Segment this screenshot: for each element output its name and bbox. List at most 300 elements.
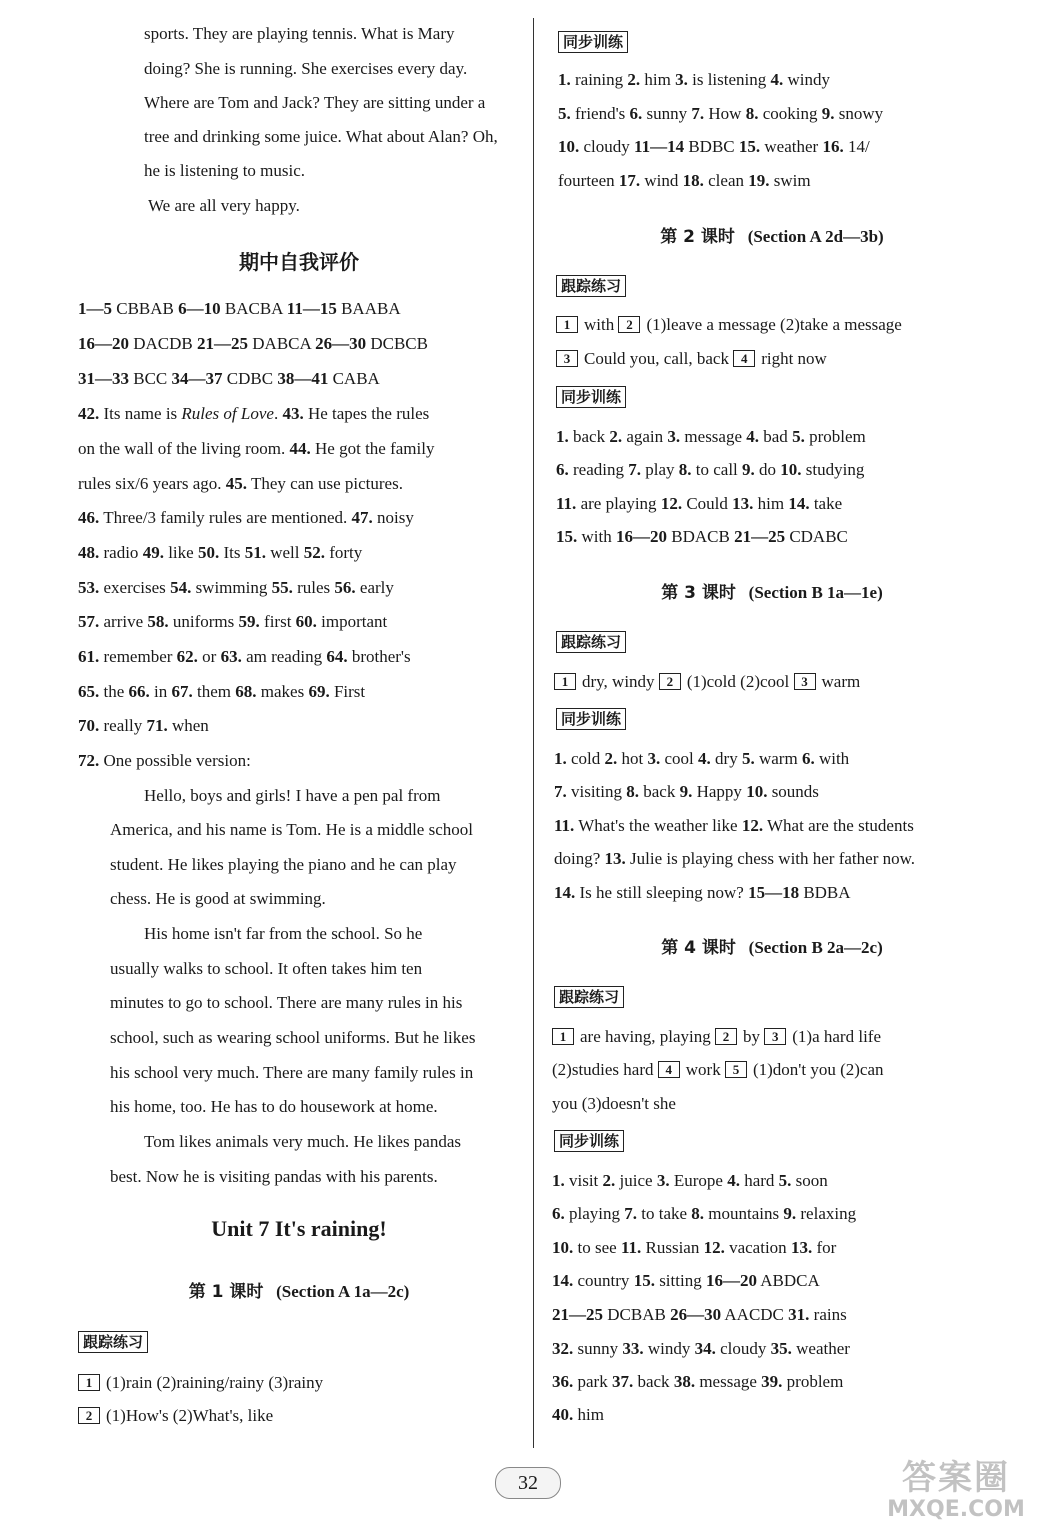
answer-text: sitting (654, 1271, 706, 1290)
answer-text: on the wall of the living room. (78, 439, 290, 458)
item-number: 21—25 (197, 334, 249, 353)
item-number: 1. (556, 427, 569, 446)
item-number: 4. (746, 427, 760, 446)
answer-text: (1)cold (2)cool (686, 672, 794, 691)
answer-line (78, 716, 209, 736)
answer-text: problem (804, 427, 866, 446)
answer-text: cloudy (579, 137, 635, 156)
answer-text: to call (691, 460, 743, 479)
answer-text: CDABC (785, 527, 848, 546)
item-number: 8. (745, 104, 759, 123)
answer-text: weather (791, 1339, 850, 1358)
answer-text: How (704, 104, 746, 123)
answer-line (554, 749, 849, 769)
item-number: 10. (746, 782, 768, 801)
answer-text: sounds (767, 782, 819, 801)
answer-text: . (273, 404, 283, 423)
answer-text: important (316, 612, 388, 631)
item-number: 3. (667, 427, 681, 446)
item-number: 6. (801, 749, 815, 768)
story-line: sports. They are playing tennis. What is Mary (144, 24, 455, 43)
answer-text: right now (761, 349, 827, 368)
answer-text: First (329, 682, 366, 701)
answer-line (552, 1094, 676, 1114)
answer-text: do (754, 460, 781, 479)
item-number: 2. (609, 427, 623, 446)
answer-text: play (640, 460, 679, 479)
answer-line (558, 104, 883, 124)
boxed-number: 3 (764, 1028, 786, 1045)
answer-line (554, 782, 819, 802)
answer-text: message (695, 1372, 762, 1391)
item-number: 16—20 (78, 334, 129, 353)
item-number: 45. (225, 474, 248, 493)
item-number: 48. (78, 543, 100, 562)
answer-text: AACDC (721, 1305, 789, 1324)
essay-line: his home, too. He has to do housework at home. (110, 1097, 438, 1116)
essay-line: best. Now he is visiting pandas with his parents. (110, 1167, 438, 1186)
answer-text: for (812, 1238, 837, 1257)
answer-text: visit (564, 1171, 603, 1190)
item-number: 14. (554, 883, 576, 902)
answer-text: DCBAB (603, 1305, 671, 1324)
item-number: 67. (171, 682, 193, 701)
item-number: 26—30 (315, 334, 367, 353)
answer-text: CBBAB (112, 299, 179, 318)
answer-line (552, 1204, 856, 1224)
answer-text: (2)studies hard (552, 1060, 658, 1079)
item-number: 9. (679, 782, 693, 801)
answer-text: work (685, 1060, 725, 1079)
item-number: 61. (78, 647, 100, 666)
item-number: 38—41 (277, 369, 329, 388)
answer-text: relaxing (796, 1204, 857, 1223)
answer-text: dry, windy (582, 672, 659, 691)
answer-text: (1)a hard life (792, 1027, 881, 1046)
story-end: We are all very happy. (148, 196, 300, 215)
answer-line (552, 1171, 828, 1191)
answer-text: early (355, 578, 394, 597)
item-number: 2. (604, 749, 618, 768)
item-number: 2. (602, 1171, 616, 1190)
answer-line (554, 672, 860, 692)
item-number: 65. (78, 682, 100, 701)
answer-text: to take (637, 1204, 692, 1223)
answer-text: Its (219, 543, 245, 562)
answer-text: rules six/6 years ago. (78, 474, 226, 493)
answer-text: the (99, 682, 129, 701)
item-number: 57. (78, 612, 100, 631)
answer-line (78, 751, 251, 771)
answer-text: makes (256, 682, 309, 701)
essay-line: His home isn't far from the school. So he (144, 924, 423, 943)
answer-line (78, 334, 428, 354)
item-number: 54. (170, 578, 192, 597)
item-number: 62. (176, 647, 198, 666)
item-number: 37. (611, 1372, 634, 1391)
item-number: 72. (78, 751, 100, 770)
answer-text: friend's (570, 104, 630, 123)
answer-text: DACDB (129, 334, 198, 353)
answer-text: in (149, 682, 172, 701)
item-number: 9. (821, 104, 835, 123)
item-number: 68. (235, 682, 257, 701)
item-number: 1. (558, 70, 571, 89)
item-number: 46. (78, 508, 100, 527)
answer-text: ABDCA (756, 1271, 820, 1290)
story-line: doing? She is running. She exercises every day. (144, 59, 468, 78)
item-number: 33. (622, 1339, 644, 1358)
answer-text: rains (809, 1305, 847, 1324)
item-number: 16. (822, 137, 844, 156)
item-number: 58. (147, 612, 169, 631)
answer-text: to see (573, 1238, 621, 1257)
item-number: 10. (558, 137, 580, 156)
answer-text: brother's (347, 647, 411, 666)
item-number: 12. (741, 816, 764, 835)
answer-text: arrive (99, 612, 148, 631)
answer-text: you (3)doesn't she (552, 1094, 676, 1113)
story-line: he is listening to music. (144, 161, 306, 180)
item-number: 14. (788, 494, 810, 513)
answer-text: mountains (704, 1204, 784, 1223)
boxed-number: 2 (659, 673, 681, 690)
answer-text: wind (640, 171, 683, 190)
answer-text: Happy (692, 782, 747, 801)
item-number: 7. (624, 1204, 637, 1223)
answer-text: with (584, 315, 619, 334)
answer-text: message (680, 427, 747, 446)
item-number: 55. (271, 578, 293, 597)
item-number: 34—37 (171, 369, 223, 388)
answer-text: soon (791, 1171, 828, 1190)
answer-line (78, 612, 387, 632)
item-number: 2. (627, 70, 641, 89)
boxed-number: 1 (78, 1374, 100, 1391)
answer-text: (1)How's (2)What's, like (106, 1406, 274, 1425)
item-number: 60. (295, 612, 317, 631)
answer-text: Three/3 family rules are mentioned. (99, 508, 352, 527)
item-number: 10. (780, 460, 802, 479)
item-number: 6—10 (178, 299, 221, 318)
answer-text: vacation (724, 1238, 791, 1257)
answer-text: him (753, 494, 789, 513)
item-number: 66. (128, 682, 150, 701)
answer-text: hard (739, 1171, 779, 1190)
answer-text: park (573, 1372, 612, 1391)
item-number: 21—25 (734, 527, 786, 546)
answer-text: BDBA (799, 883, 851, 902)
item-number: 15. (738, 137, 761, 156)
answer-line (558, 137, 870, 157)
item-number: 1. (554, 749, 567, 768)
boxed-number: 1 (552, 1028, 574, 1045)
answer-line (552, 1238, 836, 1258)
answer-text: snowy (834, 104, 884, 123)
answer-line (556, 494, 842, 514)
midterm-title: 期中自我评价 (239, 250, 359, 274)
item-number: 32. (552, 1339, 574, 1358)
item-number: 1. (552, 1171, 565, 1190)
answer-text: with (577, 527, 616, 546)
answer-text: Could (682, 494, 733, 513)
answer-text: BAABA (336, 299, 401, 318)
answer-text: One possible version: (99, 751, 251, 770)
answer-text: him (640, 70, 676, 89)
item-number: 38. (673, 1372, 696, 1391)
essay-line: student. He likes playing the piano and he can play (110, 855, 457, 874)
page-number: 32 (495, 1467, 561, 1499)
item-number: 14. (552, 1271, 574, 1290)
item-number: 13. (732, 494, 754, 513)
answer-text: back (633, 1372, 674, 1391)
item-number: 8. (678, 460, 692, 479)
answer-text: 14/ (843, 137, 870, 156)
essay-line: chess. He is good at swimming. (110, 889, 326, 908)
answer-line (552, 1060, 884, 1080)
unit-title: Unit 7 It's raining! (211, 1216, 387, 1241)
answer-text: is listening (687, 70, 771, 89)
answer-text: noisy (372, 508, 414, 527)
answer-text: remember (99, 647, 177, 666)
answer-text: playing (564, 1204, 625, 1223)
boxed-number: 1 (554, 673, 576, 690)
item-number: 53. (78, 578, 100, 597)
essay-line: minutes to go to school. There are many rules in his (110, 993, 463, 1012)
answer-text: Russian (641, 1238, 704, 1257)
item-number: 47. (351, 508, 373, 527)
item-number: 12. (660, 494, 683, 513)
sync-training-tag: 同步训练 (554, 1130, 624, 1152)
item-number: 8. (626, 782, 640, 801)
answer-text: cooking (758, 104, 822, 123)
answer-text: They can use pictures. (247, 474, 403, 493)
tracking-exercise-tag: 跟踪练习 (556, 275, 626, 297)
answer-text: warm (754, 749, 802, 768)
item-number: 50. (197, 543, 220, 562)
answer-line (554, 816, 914, 836)
boxed-number: 2 (715, 1028, 737, 1045)
item-number: 6. (556, 460, 569, 479)
item-number: 19. (748, 171, 770, 190)
answer-line (556, 460, 864, 480)
item-number: 63. (220, 647, 242, 666)
answer-text: uniforms (168, 612, 239, 631)
answer-text: country (573, 1271, 634, 1290)
answer-text: DCBCB (366, 334, 428, 353)
answer-text: Is he still sleeping now? (575, 883, 749, 902)
item-number: 69. (308, 682, 330, 701)
tracking-exercise-tag: 跟踪练习 (554, 986, 624, 1008)
answer-text: cold (566, 749, 605, 768)
answer-text: dry (710, 749, 742, 768)
answer-line (556, 527, 848, 547)
item-number: 11—14 (634, 137, 685, 156)
answer-text: fourteen (558, 171, 619, 190)
answer-line (554, 849, 915, 869)
lesson-title: 第 3 课时 (Section B 1a—1e) (661, 583, 883, 603)
item-number: 49. (142, 543, 164, 562)
answer-line (556, 349, 827, 369)
answer-line (552, 1271, 820, 1291)
sync-training-tag: 同步训练 (556, 708, 626, 730)
answer-line (552, 1405, 604, 1425)
item-number: 5. (558, 104, 571, 123)
boxed-number: 4 (733, 350, 755, 367)
answer-text: by (743, 1027, 765, 1046)
answer-text: sunny (642, 104, 692, 123)
boxed-number: 3 (556, 350, 578, 367)
boxed-number: 2 (78, 1407, 100, 1424)
answer-text: or (197, 647, 221, 666)
item-number: 4. (727, 1171, 740, 1190)
boxed-number: 3 (794, 673, 816, 690)
item-number: 44. (289, 439, 311, 458)
answer-text: am reading (241, 647, 327, 666)
item-number: 64. (326, 647, 348, 666)
item-number: 11. (554, 816, 575, 835)
answer-line (552, 1305, 847, 1325)
item-number: 9. (783, 1204, 797, 1223)
answer-line (556, 315, 902, 335)
answer-line (78, 474, 403, 494)
answer-text: juice (615, 1171, 657, 1190)
item-number: 21—25 (552, 1305, 603, 1324)
item-number: 43. (282, 404, 304, 423)
item-number: 26—30 (670, 1305, 722, 1324)
answer-text: are playing (576, 494, 661, 513)
answer-text: like (163, 543, 198, 562)
answer-text: cloudy (715, 1339, 771, 1358)
column-divider (533, 18, 534, 1448)
answer-text: Its name is (99, 404, 182, 423)
item-number: 13. (790, 1238, 813, 1257)
item-number: 18. (682, 171, 704, 190)
item-number: 40. (552, 1405, 574, 1424)
item-number: 56. (334, 578, 356, 597)
answer-text: back (639, 782, 680, 801)
item-number: 11. (556, 494, 577, 513)
item-number: 11—15 (286, 299, 337, 318)
story-line: tree and drinking some juice. What about Alan? Oh, (144, 127, 498, 146)
item-number: 13. (604, 849, 626, 868)
watermark-url: MXQE.COM (887, 1497, 1025, 1522)
essay-line: Hello, boys and girls! I have a pen pal from (144, 786, 441, 805)
item-number: 10. (552, 1238, 574, 1257)
item-number: 8. (691, 1204, 705, 1223)
answer-text: reading (568, 460, 629, 479)
essay-line: Tom likes animals very much. He likes pandas (144, 1132, 462, 1151)
answer-text: He tapes the rules (303, 404, 430, 423)
answer-line (78, 369, 380, 389)
answer-text: BDACB (666, 527, 735, 546)
answer-line (78, 439, 434, 459)
item-number: 5. (778, 1171, 792, 1190)
answer-line (558, 171, 811, 191)
essay-line: usually walks to school. It often takes him ten (110, 959, 423, 978)
item-number: 6. (552, 1204, 565, 1223)
item-number: 16—20 (705, 1271, 757, 1290)
boxed-number: 1 (556, 316, 578, 333)
answer-line (552, 1027, 881, 1047)
item-number: 3. (647, 749, 661, 768)
story-line: Where are Tom and Jack? They are sitting under a (144, 93, 486, 112)
sync-training-tag: 同步训练 (558, 31, 628, 53)
answer-text: bad (759, 427, 793, 446)
item-number: 5. (792, 427, 805, 446)
answer-text: with (814, 749, 850, 768)
item-number: 17. (618, 171, 641, 190)
boxed-number: 5 (725, 1061, 747, 1078)
answer-text: BACBA (220, 299, 287, 318)
answer-line (556, 427, 866, 447)
item-number: 15—18 (748, 883, 800, 902)
item-number: 35. (770, 1339, 792, 1358)
item-number: 7. (554, 782, 567, 801)
answer-line (78, 1406, 273, 1426)
item-number: 9. (742, 460, 755, 479)
answer-text: sunny (573, 1339, 623, 1358)
answer-text: studying (801, 460, 865, 479)
item-number: 34. (694, 1339, 716, 1358)
answer-text: raining (570, 70, 628, 89)
item-number: 5. (741, 749, 755, 768)
answer-text: take (809, 494, 843, 513)
answer-text: forty (324, 543, 363, 562)
item-number: 36. (552, 1372, 574, 1391)
answer-text: again (622, 427, 668, 446)
answer-text: weather (760, 137, 823, 156)
essay-line: America, and his name is Tom. He is a middle school (110, 820, 473, 839)
item-number: 7. (691, 104, 705, 123)
answer-line (552, 1372, 843, 1392)
item-number: 4. (698, 749, 711, 768)
item-number: 51. (244, 543, 266, 562)
answer-text: are having, playing (580, 1027, 716, 1046)
answer-text: He got the family (310, 439, 435, 458)
item-number: 4. (770, 70, 784, 89)
answer-text: swim (769, 171, 811, 190)
answer-text: What are the students (763, 816, 914, 835)
answer-text: radio (99, 543, 143, 562)
answer-line (554, 883, 851, 903)
lesson-title: 第 4 课时 (Section B 2a—2c) (661, 938, 883, 958)
answer-line (78, 578, 394, 598)
item-number: 31—33 (78, 369, 129, 388)
answer-text: problem (782, 1372, 844, 1391)
answer-text: really (99, 716, 147, 735)
tracking-exercise-tag: 跟踪练习 (78, 1331, 148, 1353)
item-number: 52. (303, 543, 325, 562)
answer-text: (1)rain (2)raining/rainy (3)rainy (106, 1373, 324, 1392)
answer-text: windy (783, 70, 831, 89)
answer-text: doing? (554, 849, 605, 868)
boxed-number: 2 (618, 316, 640, 333)
answer-text: clean (703, 171, 749, 190)
answer-text: when (167, 716, 209, 735)
answer-text: him (573, 1405, 604, 1424)
answer-text: windy (643, 1339, 695, 1358)
item-number: 11. (620, 1238, 642, 1257)
item-number: 1—5 (78, 299, 112, 318)
answer-line (78, 508, 414, 528)
answer-text: Europe (669, 1171, 728, 1190)
answer-text: DABCA (248, 334, 316, 353)
answer-text: swimming (191, 578, 272, 597)
answer-text: visiting (566, 782, 627, 801)
answer-line (78, 404, 429, 424)
item-number: 3. (656, 1171, 670, 1190)
